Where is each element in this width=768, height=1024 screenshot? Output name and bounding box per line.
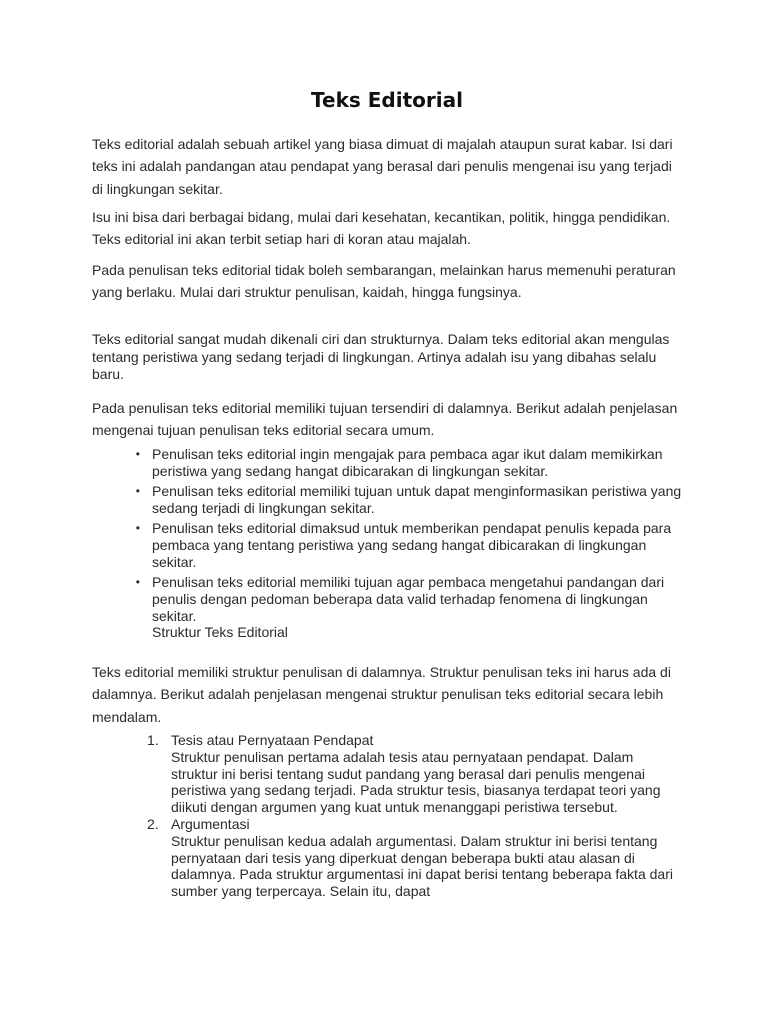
structure-numbered-list <box>147 732 677 900</box>
bullet-text: Penulisan teks editorial dimaksud untuk memberikan pendapat penulis kepada para pembaca yang tentang peristiwa yang sedang hangat dibicarakan di lingkungan sekitar. <box>152 520 672 570</box>
list-item <box>130 574 690 641</box>
bullet-text: Penulisan teks editorial memiliki tujuan agar pembaca mengetahui pandangan dari penulis dengan pedoman beberapa data valid terhadap fenomena di lingkungan sekitar. <box>152 574 665 624</box>
bullet-dot-icon: • <box>135 521 140 536</box>
list-item <box>147 816 677 900</box>
purpose-bullet-list <box>130 446 690 645</box>
list-item-heading: Argumentasi <box>171 815 250 832</box>
list-item-body: Struktur penulisan kedua adalah argumentasi. Dalam struktur ini berisi tentang pernyataan dari tesis yang diperkuat dengan beberapa bukti atau alasan di dalamnya. Pada struktur argumentasi ini dapat berisi tentang beberapa fakta dari sumber yang terpercaya. Selain itu, dapat <box>171 832 673 900</box>
list-item-body: Struktur penulisan pertama adalah tesis atau pernyataan pendapat. Dalam struktur ini berisi tentang sudut pandang yang berasal dari penulis mengenai peristiwa yang sedang terjadi. Pada struktur tesis, biasanya terdapat teori yang diikuti dengan argumen yang kuat untuk menanggapi peristiwa tersebut. <box>171 748 661 816</box>
list-item <box>130 446 690 480</box>
list-item-heading: Tesis atau Pernyataan Pendapat <box>171 732 374 748</box>
list-item <box>130 520 690 570</box>
paragraph-5: Pada penulisan teks editorial memiliki tujuan tersendiri di dalamnya. Berikut adalah penjelasan mengenai tujuan penulisan teks editorial secara umum. <box>92 400 678 439</box>
paragraph-2: Isu ini bisa dari berbagai bidang, mulai dari kesehatan, kecantikan, politik, hingga pendidikan. Teks editorial ini akan terbit setiap hari di koran atau majalah. <box>92 209 671 248</box>
list-item <box>130 483 690 517</box>
section-subheading: Struktur Teks Editorial <box>152 624 288 641</box>
paragraph-3: Pada penulisan teks editorial tidak boleh sembarangan, melainkan harus memenuhi peraturan yang berlaku. Mulai dari struktur penulisan, kaidah, hingga fungsinya. <box>92 262 676 301</box>
bullet-dot-icon: • <box>135 484 140 499</box>
list-number: 2. <box>147 815 159 832</box>
bullet-dot-icon: • <box>135 575 140 590</box>
bullet-text: Penulisan teks editorial ingin mengajak para pembaca agar ikut dalam memikirkan peristiwa yang sedang hangat dibicarakan di lingkungan sekitar. <box>152 446 663 479</box>
list-number: 1. <box>147 732 159 748</box>
paragraph-1: Teks editorial adalah sebuah artikel yang biasa dimuat di majalah ataupun surat kabar. Isi dari teks ini adalah pandangan atau pendapat yang berasal dari penulis mengenai isu yang terjadi di lingkungan sekitar. <box>92 136 673 197</box>
paragraph-4: Teks editorial sangat mudah dikenali ciri dan strukturnya. Dalam teks editorial akan mengulas tentang peristiwa yang sedang terjadi di lingkungan. Artinya adalah isu yang dibahas selalu baru. <box>92 331 670 382</box>
bullet-text: Penulisan teks editorial memiliki tujuan untuk dapat menginformasikan peristiwa yang sedang terjadi di lingkungan sekitar. <box>152 483 682 516</box>
structure-paragraph: Teks editorial memiliki struktur penulisan di dalamnya. Struktur penulisan teks ini harus ada di dalamnya. Berikut adalah penjelasan mengenai struktur penulisan teks editorial secara lebih mendalam. <box>92 664 671 725</box>
document-title: Teks Editorial <box>311 88 463 112</box>
list-item <box>147 732 677 816</box>
bullet-dot-icon: • <box>135 447 140 461</box>
